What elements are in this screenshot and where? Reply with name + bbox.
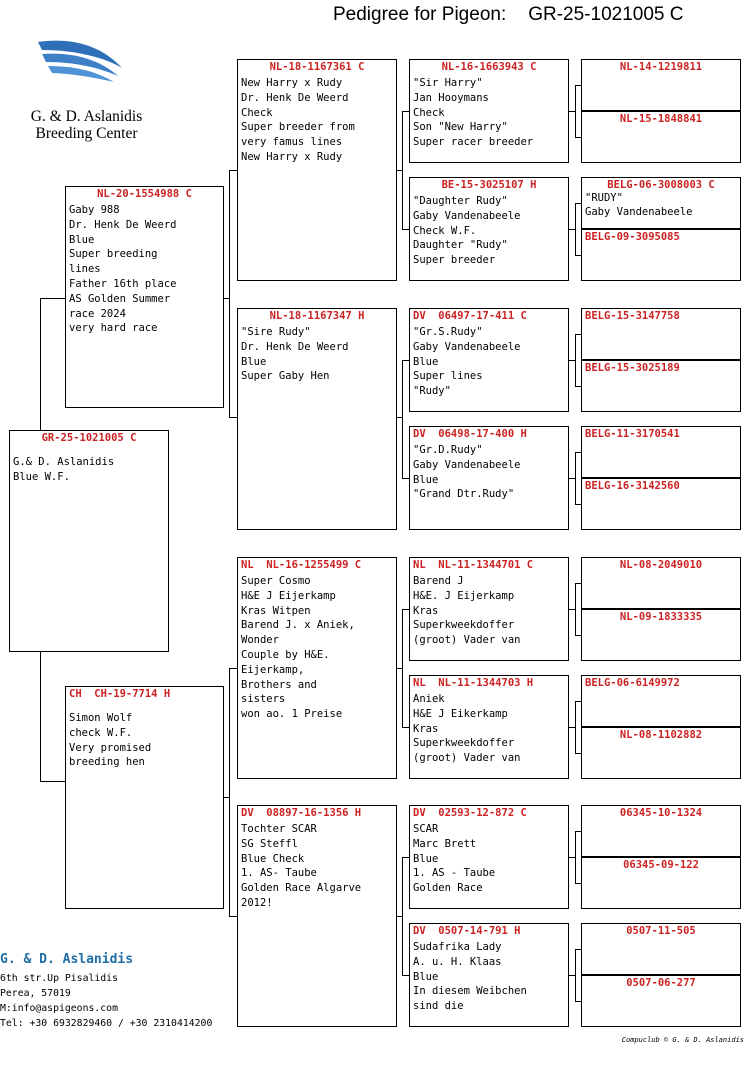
- detail-line: race 2024: [69, 307, 126, 320]
- great-grandparent-box-7[interactable]: [409, 805, 569, 909]
- connector-line: [575, 203, 576, 255]
- great-grandparent-details-5: [410, 572, 568, 648]
- g5-ring-2: NL-15-1848841: [619, 113, 703, 125]
- dam-ring: CH CH-19-7714 H: [69, 688, 171, 700]
- great-grandparent-details-3: [410, 323, 568, 399]
- detail-line: Blue Check: [241, 852, 305, 865]
- detail-line: Barend J: [413, 575, 464, 587]
- great-grandparent-box-2[interactable]: [409, 177, 569, 281]
- contact-name: G. & D. Aslanidis: [0, 952, 134, 967]
- g5-ring-6: BELG-15-3025189: [585, 362, 680, 374]
- detail-line: Very promised: [69, 741, 152, 754]
- g5-ring-5: BELG-15-3147758: [585, 310, 680, 322]
- g5-ring-11: BELG-06-6149972: [585, 677, 680, 689]
- connector-line: [402, 229, 409, 230]
- grandparent-details-3: [238, 572, 396, 722]
- g5-ring-3: BELG-06-3008003 C: [607, 179, 715, 191]
- detail-line: lines: [69, 263, 101, 276]
- detail-line: "Sire Rudy": [241, 326, 311, 338]
- detail-line: Kras Witpen: [241, 604, 311, 617]
- detail-line: "Sir Harry": [413, 77, 483, 89]
- g5-ring-4: BELG-09-3095085: [585, 231, 680, 243]
- connector-line: [229, 916, 237, 917]
- g5-ring-15: 0507-11-505: [626, 925, 696, 937]
- detail-line: (groot) Vader van: [413, 634, 521, 647]
- great-grandparent-box-8[interactable]: [409, 923, 569, 1027]
- g5-box-12[interactable]: [581, 727, 741, 779]
- grandparent-box-1[interactable]: [237, 59, 397, 281]
- g5-ring-13: 06345-10-1324: [619, 807, 703, 819]
- detail-line: very hard race: [69, 322, 158, 335]
- g5-ring-9: NL-08-2049010: [619, 559, 703, 571]
- detail-line: Marc Brett: [413, 837, 477, 850]
- g5-box-6[interactable]: [581, 360, 741, 412]
- g5-box-15[interactable]: [581, 923, 741, 975]
- detail-line: New Harry x Rudy: [241, 77, 343, 89]
- connector-line: [402, 975, 409, 976]
- detail-line: Gaby Vandenabeele: [585, 205, 693, 218]
- detail-line: H&E J Eijerkamp: [241, 589, 336, 602]
- g5-box-16[interactable]: [581, 975, 741, 1027]
- detail-line: AS Golden Summer: [69, 292, 171, 305]
- title-ring: GR-25-1021005 C: [528, 4, 684, 25]
- g5-ring-14: 06345-09-122: [623, 859, 699, 871]
- g5-ring-8: BELG-16-3142560: [585, 480, 680, 492]
- great-grandparent-details-6: [410, 690, 568, 766]
- connector-line: [229, 170, 237, 171]
- detail-line: Blue: [413, 355, 439, 368]
- connector-line: [575, 334, 576, 386]
- g5-box-4[interactable]: [581, 229, 741, 281]
- sire-details: [66, 201, 223, 336]
- great-grandparent-box-1[interactable]: [409, 59, 569, 163]
- great-grandparent-details-4: [410, 441, 568, 502]
- connector-line: [229, 170, 230, 417]
- detail-line: "RUDY": [585, 192, 623, 204]
- detail-line: Simon Wolf: [69, 712, 133, 724]
- g5-ring-10: NL-09-1833335: [619, 611, 703, 623]
- g5-box-2[interactable]: [581, 111, 741, 163]
- grandparent-ring-4: DV 08897-16-1356 H: [241, 807, 362, 819]
- dam-details: [66, 701, 223, 770]
- subject-box[interactable]: [9, 430, 169, 652]
- great-grandparent-ring-3: DV 06497-17-411 C: [413, 310, 527, 322]
- grandparent-ring-3: NL NL-16-1255499 C: [241, 559, 362, 571]
- detail-line: Gaby Vandenabeele: [413, 209, 521, 222]
- detail-line: Aniek: [413, 693, 445, 705]
- detail-line: Golden Race Algarve: [241, 882, 362, 895]
- great-grandparent-box-5[interactable]: [409, 557, 569, 661]
- detail-line: 1. AS - Taube: [413, 867, 496, 880]
- grandparent-box-3[interactable]: [237, 557, 397, 779]
- connector-line: [402, 360, 409, 361]
- detail-line: Blue: [69, 233, 95, 246]
- connector-line: [402, 478, 409, 479]
- detail-line: Dr. Henk De Weerd: [241, 91, 349, 104]
- g5-box-11[interactable]: [581, 675, 741, 727]
- connector-line: [402, 857, 403, 975]
- grandparent-box-2[interactable]: [237, 308, 397, 530]
- g5-details-3: [582, 192, 740, 219]
- g5-box-8[interactable]: [581, 478, 741, 530]
- contact-phone[interactable]: Tel: +30 6932829460 / +30 2310414200: [0, 1018, 213, 1029]
- contact-block: [0, 951, 212, 1031]
- g5-ring-12: NL-08-1102882: [619, 729, 703, 741]
- grandparent-box-4[interactable]: [237, 805, 397, 1027]
- detail-line: Check: [241, 106, 273, 119]
- grandparent-ring-2: NL-18-1167347 H: [269, 310, 365, 322]
- detail-line: Son "New Harry": [413, 121, 508, 134]
- great-grandparent-box-4[interactable]: [409, 426, 569, 530]
- great-grandparent-ring-7: DV 02593-12-872 C: [413, 807, 527, 819]
- g5-box-1[interactable]: [581, 59, 741, 111]
- subject-ring: GR-25-1021005 C: [41, 432, 137, 444]
- connector-line: [402, 111, 403, 229]
- connector-line: [575, 85, 576, 137]
- detail-line: In diesem Weibchen: [413, 985, 527, 998]
- detail-line: Dr. Henk De Weerd: [241, 340, 349, 353]
- detail-line: A. u. H. Klaas: [413, 955, 502, 968]
- g5-ring-7: BELG-11-3170541: [585, 428, 680, 440]
- great-grandparent-details-8: [410, 938, 568, 1014]
- detail-line: Brothers and: [241, 678, 317, 691]
- connector-line: [229, 668, 230, 916]
- g5-box-13[interactable]: [581, 805, 741, 857]
- detail-line: Gaby 988: [69, 204, 120, 216]
- contact-email[interactable]: M:info@aspigeons.com: [0, 1003, 118, 1014]
- great-grandparent-ring-6: NL NL-11-1344703 H: [413, 677, 534, 689]
- title-label: Pedigree for Pigeon:: [333, 4, 507, 25]
- detail-line: Super breeder from: [241, 121, 355, 134]
- detail-line: SG Steffl: [241, 837, 298, 850]
- connector-line: [402, 111, 409, 112]
- detail-line: Father 16th place: [69, 277, 177, 290]
- detail-line: Wonder: [241, 634, 279, 647]
- detail-line: breeding hen: [69, 756, 145, 769]
- detail-line: Blue: [413, 970, 439, 983]
- subject-details: [10, 445, 168, 485]
- connector-line: [402, 360, 403, 478]
- detail-line: sisters: [241, 693, 286, 706]
- detail-line: Kras: [413, 722, 439, 735]
- detail-line: Gaby Vandenabeele: [413, 458, 521, 471]
- detail-line: Blue: [413, 473, 439, 486]
- detail-line: "Daughter Rudy": [413, 195, 508, 207]
- great-grandparent-box-3[interactable]: [409, 308, 569, 412]
- detail-line: SCAR: [413, 823, 439, 835]
- connector-line: [575, 583, 576, 635]
- great-grandparent-details-7: [410, 820, 568, 896]
- detail-line: Super lines: [413, 370, 483, 383]
- detail-line: Super racer breeder: [413, 136, 534, 149]
- detail-line: Super breeding: [69, 248, 158, 261]
- sire-ring: NL-20-1554988 C: [97, 188, 192, 200]
- detail-line: Superkweekdoffer: [413, 619, 515, 632]
- detail-line: Sudafrika Lady: [413, 941, 502, 953]
- detail-line: "Rudy": [413, 385, 451, 398]
- g5-ring-16: 0507-06-277: [626, 977, 696, 989]
- contact-city: Perea, 57019: [0, 988, 71, 999]
- grandparent-ring-1: NL-18-1167361 C: [269, 61, 365, 73]
- detail-line: H&E. J Eijerkamp: [413, 589, 515, 602]
- connector-line: [575, 701, 576, 753]
- sire-box[interactable]: [65, 186, 224, 408]
- connector-line: [575, 452, 576, 504]
- dam-box[interactable]: [65, 686, 224, 909]
- wing-logo-icon: [36, 38, 126, 84]
- grandparent-details-4: [238, 820, 396, 911]
- detail-line: Dr. Henk De Weerd: [69, 218, 177, 231]
- connector-line: [40, 298, 65, 299]
- detail-line: "Grand Dtr.Rudy": [413, 488, 515, 501]
- detail-line: "Gr.D.Rudy": [413, 444, 483, 456]
- detail-line: 2012!: [241, 896, 273, 909]
- great-grandparent-ring-5: NL NL-11-1344701 C: [413, 559, 534, 571]
- great-grandparent-ring-8: DV 0507-14-791 H: [413, 925, 521, 937]
- connector-line: [402, 609, 403, 727]
- great-grandparent-box-6[interactable]: [409, 675, 569, 779]
- detail-line: Jan Hooymans: [413, 91, 489, 104]
- great-grandparent-details-1: [410, 74, 568, 150]
- detail-line: Super Cosmo: [241, 575, 311, 587]
- connector-line: [402, 609, 409, 610]
- g5-box-5[interactable]: [581, 308, 741, 360]
- grandparent-details-2: [238, 323, 396, 384]
- detail-line: 1. AS- Taube: [241, 867, 317, 880]
- g5-box-3[interactable]: [581, 177, 741, 229]
- great-grandparent-details-2: [410, 192, 568, 268]
- detail-line: Blue: [413, 852, 439, 865]
- detail-line: Couple by H&E.: [241, 648, 330, 661]
- grandparent-details-1: [238, 74, 396, 165]
- contact-address: 6th str.Up Pisalidis: [0, 973, 118, 984]
- detail-line: "Gr.S.Rudy": [413, 326, 483, 338]
- detail-line: very famus lines: [241, 136, 343, 149]
- detail-line: Gaby Vandenabeele: [413, 340, 521, 353]
- detail-line: Blue W.F.: [13, 470, 70, 483]
- detail-line: Check: [413, 106, 445, 119]
- detail-line: Barend J. x Aniek,: [241, 619, 355, 632]
- detail-line: (groot) Vader van: [413, 752, 521, 765]
- g5-box-10[interactable]: [581, 609, 741, 661]
- connector-line: [402, 857, 409, 858]
- detail-line: Superkweekdoffer: [413, 737, 515, 750]
- connector-line: [229, 417, 237, 418]
- detail-line: Eijerkamp,: [241, 663, 305, 676]
- detail-line: sind die: [413, 1000, 464, 1013]
- great-grandparent-ring-1: NL-16-1663943 C: [441, 61, 537, 73]
- detail-line: Golden Race: [413, 882, 483, 895]
- great-grandparent-ring-2: BE-15-3025107 H: [441, 179, 537, 191]
- connector-line: [229, 668, 237, 669]
- connector-line: [40, 652, 41, 782]
- detail-line: Check W.F.: [413, 224, 477, 237]
- breeder-brand: [24, 108, 149, 142]
- detail-line: G.& D. Aslanidis: [13, 456, 115, 468]
- credit-footer: Compuclub © G. & D. Aslanidis: [621, 1036, 744, 1044]
- connector-line: [575, 831, 576, 883]
- g5-ring-1: NL-14-1219811: [619, 61, 703, 73]
- connector-line: [402, 727, 409, 728]
- detail-line: Tochter SCAR: [241, 823, 317, 835]
- great-grandparent-ring-4: DV 06498-17-400 H: [413, 428, 527, 440]
- detail-line: won ao. 1 Preise: [241, 708, 343, 721]
- g5-box-14[interactable]: [581, 857, 741, 909]
- detail-line: Kras: [413, 604, 439, 617]
- brand-line-2: Breeding Center: [35, 125, 138, 142]
- g5-box-9[interactable]: [581, 557, 741, 609]
- detail-line: Super breeder: [413, 254, 496, 267]
- detail-line: Blue: [241, 355, 267, 368]
- connector-line: [40, 298, 41, 430]
- detail-line: H&E J Eikerkamp: [413, 707, 508, 720]
- page-title: [333, 4, 684, 26]
- detail-line: New Harry x Rudy: [241, 150, 343, 163]
- connector-line: [40, 781, 65, 782]
- detail-line: Daughter "Rudy": [413, 239, 508, 252]
- connector-line: [575, 949, 576, 1001]
- detail-line: check W.F.: [69, 726, 133, 739]
- g5-box-7[interactable]: [581, 426, 741, 478]
- brand-line-1: G. & D. Aslanidis: [30, 108, 143, 125]
- detail-line: Super Gaby Hen: [241, 370, 330, 383]
